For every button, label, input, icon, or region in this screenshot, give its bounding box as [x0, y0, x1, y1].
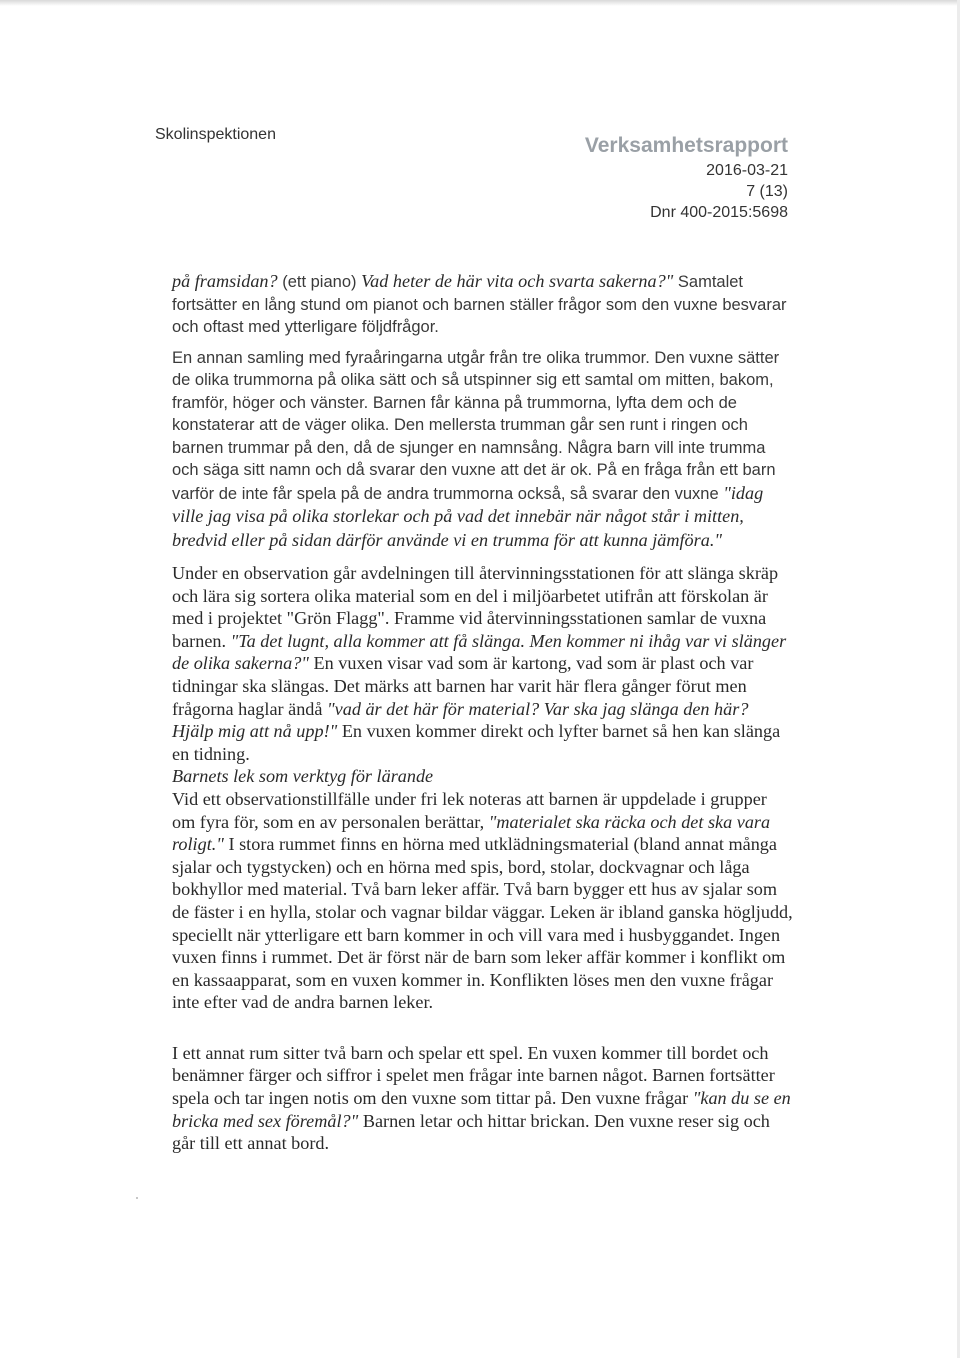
- quote-recycling-1: "Ta det lugnt, alla kommer att få slänga. Men kommer ni ihåg var vi slänger de olika sakerna?": [172, 630, 787, 674]
- paragraph-game: [172, 1042, 794, 1155]
- document-title: Verksamhetsrapport: [584, 134, 788, 157]
- text-free-play-2: I stora rummet finns en hörna med utklädningsmaterial (bland annat många sjalar och tygstycken) och en hörna med spis, bord, stolar, dockvagnar och låga bokhyllor med material. Två barn leker affär. Två barn bygger ett hus av sjalar som de fäster i en hylla, stolar och vagnar bildar väggar. Leken är ibland ganska högljudd, speciellt när ytterligare ett barn kommer in och vill vara med i husbyggandet. Ingen vuxen finns i rummet. Det är först när de barn som leker affär kommer i konflikt om en kassaapparat, som en vuxen kommer in. Konflikten löses men den vuxne frågar inte efter vad de andra barnen leker.: [172, 834, 793, 1013]
- page-number: 7 (13): [746, 183, 788, 200]
- paragraph-recycling: [172, 562, 794, 765]
- scan-top-edge: [0, 0, 960, 6]
- scan-speck: [136, 1197, 138, 1199]
- document-body: [172, 270, 794, 1155]
- text-conversation: Samtalet fortsätter en lång stund om pianot och barnen ställer frågor som den vuxne besvarar och oftast med ytterligare följdfrågor.: [172, 273, 787, 336]
- section-heading-play: Barnets lek som verktyg för lärande: [172, 766, 434, 787]
- text-free-play-1: Vid ett observationstillfälle under fri lek noteras att barnen är uppdelade i grupper om fyra för, som en av personalen berättar,: [172, 788, 767, 832]
- text-game-2: Barnen letar och hittar brickan. Den vuxne reser sig och går till ett annat bord.: [172, 1110, 770, 1154]
- paragraph-free-play: [172, 788, 794, 1014]
- quote-drums: "idag ville jag visa på olika storlekar och på vad det innebär när något står i mitten, bredvid eller på sidan därför använde vi en trumma för att kunna jämföra.": [172, 482, 764, 550]
- text-drums: En annan samling med fyraåringarna utgår från tre olika trummor. Den vuxne sätter de olika trummorna på olika sätt och så utspinner sig ett samtal om mitten, bakom, framför, höger och vänster. Barnen får känna på trummorna, lyfta dem och de konstaterar att de väger olika. Den mellersta trumman går sen runt i ringen och barnen trummar på den, då de sjunger en namnsång. Några barn vill inte trumma och säga sitt namn och då svarar den vuxne att det är ok. På en fråga från ett barn varför de inte får spela på de andra trummorna också, så svarar den vuxne: [172, 348, 780, 503]
- quote-frontpage: på framsidan?: [172, 271, 278, 291]
- document-date: 2016-03-21: [706, 162, 788, 179]
- text-recycling-3: En vuxen kommer direkt och lyfter barnet så hen kan slänga en tidning.: [172, 721, 781, 764]
- quote-game: "kan du se en bricka med sex föremål?": [172, 1088, 791, 1131]
- registration-number: Dnr 400-2015:5698: [650, 204, 788, 221]
- text-game-1: I ett annat rum sitter två barn och spelar ett spel. En vuxen kommer till bordet och benämner färger och siffror i spelet men frågar inte barnen något. Barnen fortsätter spela och tar ingen notis om den vuxne som tittar på. Den vuxne frågar: [172, 1042, 775, 1109]
- text-piano-note: (ett piano): [277, 273, 362, 291]
- quote-recycling-2: "vad är det här för material? Var ska jag slänga den här? Hjälp mig att nå upp!": [172, 698, 749, 742]
- paragraph-drums: [172, 347, 794, 553]
- paragraph-piano-conversation: [172, 270, 794, 339]
- text-recycling-2: En vuxen visar vad som är kartong, vad som är plast och var tidningar ska slängas. Det märks att barnen har varit här flera gånger förut men frågorna haglar ändå: [172, 653, 754, 719]
- quote-material: "materialet ska räcka och det ska vara roligt.": [172, 811, 771, 855]
- document-header: [585, 134, 788, 223]
- text-recycling-1: Under en observation går avdelningen till återvinningsstationen för att slänga skräp och lära sig sortera olika material som en del i miljöarbetet utifrån att förskolan är med i projektet "Grön Flagg". Framme vid återvinningsstationen samlar de vuxna barnen.: [172, 563, 779, 651]
- quote-keys: Vad heter de här vita och svarta sakerna?": [361, 271, 674, 291]
- organization-name: Skolinspektionen: [155, 126, 276, 143]
